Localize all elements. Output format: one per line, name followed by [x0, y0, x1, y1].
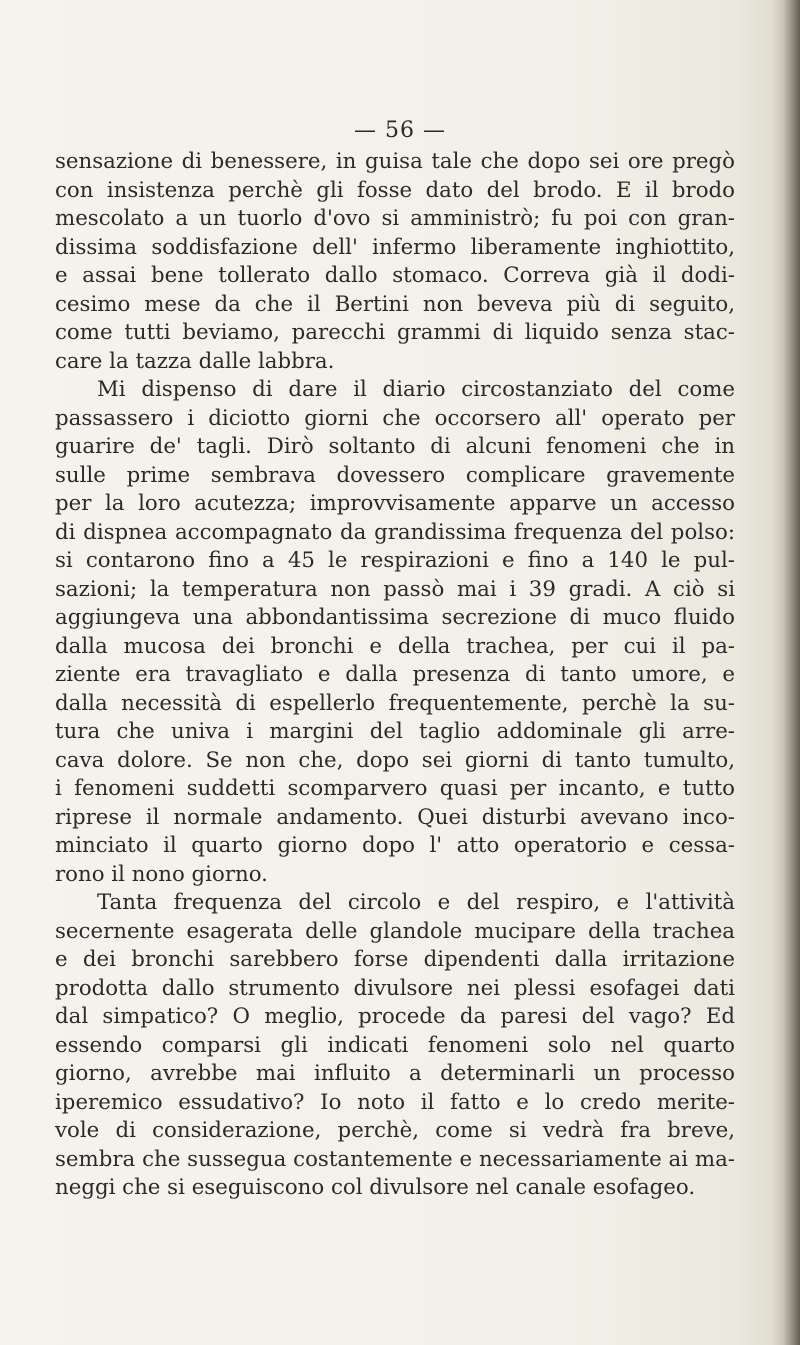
text-line: sazioni; la temperatura non passò mai i 39 gradi. A ciò si — [55, 576, 735, 602]
text-line: si contarono fino a 45 le respirazioni e fino a 140 le pul- — [55, 548, 735, 573]
text-line: e dei bronchi sarebbero forse dipendenti dalla irritazione — [55, 947, 735, 972]
text-line: sulle prime sembrava dovessero complicare gravemente — [55, 462, 735, 488]
text-line: come tutti beviamo, parecchi grammi di liquido senza stac- — [55, 320, 735, 345]
text-line: Tanta frequenza del circolo e del respiro, e l'attività — [97, 890, 735, 915]
text-line: cava dolore. Se non che, dopo sei giorni di tanto tumulto, — [55, 747, 735, 773]
text-line: neggi che si eseguiscono col divulsore nel canale esofageo. — [55, 1175, 696, 1200]
text-line: care la tazza dalle labbra. — [55, 348, 335, 374]
text-line: rono il nono giorno. — [55, 861, 268, 887]
text-line: passassero i diciotto giorni che occorsero all' operato per — [55, 405, 735, 431]
text-line: sembra che sussegua costantemente e necessariamente ai ma- — [55, 1146, 735, 1172]
text-line: e assai bene tollerato dallo stomaco. Correva già il dodi- — [55, 263, 735, 288]
text-line: ziente era travagliato e dalla presenza di tanto umore, e — [55, 662, 735, 687]
text-line: dalla necessità di espellerlo frequentemente, perchè la su- — [55, 690, 735, 716]
text-line: dal simpatico? O meglio, procede da paresi del vago? Ed — [55, 1004, 735, 1029]
text-line: sensazione di benessere, in guisa tale che dopo sei ore pregò — [55, 149, 735, 174]
text-line: tura che univa i margini del taglio addominale gli arre- — [55, 719, 735, 744]
text-line: cesimo mese da che il Bertini non beveva più di seguito, — [55, 291, 735, 317]
page-number: — 56 — — [354, 118, 446, 143]
text-line: minciato il quarto giorno dopo l' atto operatorio e cessa- — [55, 833, 735, 858]
text-line: riprese il normale andamento. Quei disturbi avevano inco- — [55, 804, 735, 830]
text-line: con insistenza perchè gli fosse dato del brodo. E il brodo — [55, 177, 735, 203]
text-line: mescolato a un tuorlo d'ovo si amministrò; fu poi con gran- — [55, 206, 735, 231]
text-line: guarire de' tagli. Dirò soltanto di alcuni fenomeni che in — [55, 434, 735, 459]
text-line: essendo comparsi gli indicati fenomeni solo nel quarto — [55, 1032, 735, 1058]
text-line: iperemico essudativo? Io noto il fatto e lo credo merite- — [55, 1089, 735, 1115]
text-line: giorno, avrebbe mai influito a determinarli un processo — [55, 1061, 735, 1086]
text-line: dissima soddisfazione dell' infermo liberamente inghiottito, — [55, 234, 735, 260]
text-line: aggiungeva una abbondantissima secrezione di muco fluido — [55, 605, 735, 630]
text-line: vole di considerazione, perchè, come si vedrà fra breve, — [55, 1118, 735, 1143]
text-line: secernente esagerata delle glandole mucipare della trachea — [55, 918, 735, 944]
text-line: Mi dispenso di dare il diario circostanziato del come — [97, 377, 735, 402]
body-text — [55, 148, 735, 1203]
text-line: i fenomeni suddetti scomparvero quasi per incanto, e tutto — [55, 776, 735, 801]
text-line: di dispnea accompagnato da grandissima frequenza del polso: — [55, 519, 735, 545]
text-line: prodotta dallo strumento divulsore nei plessi esofagei dati — [55, 975, 735, 1001]
text-line: per la loro acutezza; improvvisamente apparve un accesso — [55, 491, 735, 516]
text-line: dalla mucosa dei bronchi e della trachea, per cui il pa- — [55, 633, 735, 659]
page-edge-shadow — [772, 0, 800, 1345]
